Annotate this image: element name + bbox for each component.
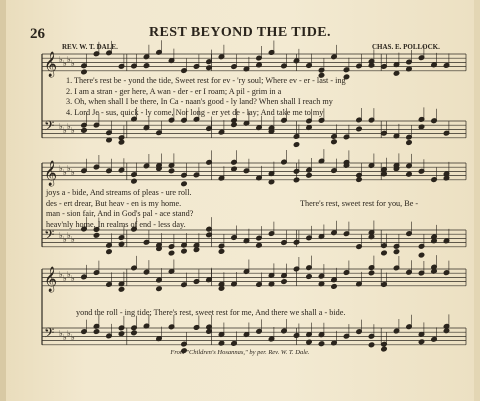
notehead — [393, 249, 399, 255]
notehead — [306, 274, 312, 280]
bass-clef-icon: 𝄢 — [44, 227, 55, 246]
notehead — [406, 171, 412, 177]
verse-line: joys a - bide, And streams of pleas - ure roll. — [46, 188, 192, 197]
flat-icon: ♭ — [67, 231, 71, 240]
verses-second-system — [46, 188, 193, 230]
flat-icon: ♭ — [59, 270, 63, 279]
treble-clef-icon: 𝄞 — [44, 161, 58, 186]
notehead — [181, 248, 187, 254]
flat-icon: ♭ — [63, 59, 67, 68]
notehead — [118, 331, 124, 337]
flat-icon: ♭ — [59, 55, 63, 64]
notehead — [218, 249, 224, 255]
notehead — [306, 172, 312, 178]
flat-icon: ♭ — [71, 126, 75, 135]
notehead — [318, 341, 324, 347]
flat-icon: ♭ — [59, 164, 63, 173]
notehead — [381, 250, 387, 256]
notehead — [93, 233, 99, 239]
flat-icon: ♭ — [63, 168, 67, 177]
verse-line: 4. Lord Je - sus, quick - ly come, Nor long - er yet de - lay; And take me to my — [66, 107, 324, 117]
notehead — [131, 330, 137, 336]
notehead — [206, 232, 212, 238]
treble-clef-icon: 𝄞 — [44, 52, 58, 77]
notehead — [81, 128, 87, 134]
flat-icon: ♭ — [63, 126, 67, 135]
notehead — [118, 287, 124, 293]
flat-icon: ♭ — [67, 329, 71, 338]
flat-icon: ♭ — [67, 55, 71, 64]
flat-icon: ♭ — [59, 122, 63, 131]
notehead — [206, 65, 212, 71]
notehead — [256, 243, 262, 249]
notehead — [143, 63, 149, 69]
flat-icon: ♭ — [71, 59, 75, 68]
notehead — [418, 339, 424, 345]
notehead — [193, 247, 199, 253]
notehead — [331, 284, 337, 290]
bass-clef-icon: 𝄢 — [44, 325, 55, 344]
notehead — [418, 252, 424, 258]
notehead — [206, 329, 212, 335]
notehead — [131, 178, 137, 184]
verse-line: 1. There's rest be - yond the tide, Sweet rest for ev - 'ry soul; Where ev - er - last - ing — [66, 76, 346, 85]
notehead — [368, 342, 374, 348]
flat-icon: ♭ — [67, 164, 71, 173]
notehead — [231, 122, 237, 128]
notehead — [81, 69, 87, 75]
song-title: REST BEYOND THE TIDE. — [149, 25, 331, 40]
lyricist-credit: REV. W. T. DALE. — [62, 43, 118, 51]
bass-clef-icon: 𝄢 — [44, 118, 55, 137]
verse-line: heav'nly home, In realms of end - less day. — [46, 219, 186, 229]
flat-icon: ♭ — [71, 235, 75, 244]
flat-icon: ♭ — [59, 329, 63, 338]
notehead — [181, 181, 187, 187]
notehead — [356, 126, 362, 132]
page-edge — [474, 0, 480, 401]
page-number: 26 — [30, 26, 45, 42]
flat-icon: ♭ — [59, 231, 63, 240]
flat-icon: ♭ — [71, 274, 75, 283]
notehead — [368, 270, 374, 276]
notehead — [93, 329, 99, 335]
flat-icon: ♭ — [63, 235, 67, 244]
verse-line: man - sion fair, And in God's pal - ace stand? — [46, 209, 194, 218]
notehead — [168, 250, 174, 256]
notehead — [393, 71, 399, 77]
notehead — [156, 286, 162, 292]
flat-icon: ♭ — [67, 270, 71, 279]
notehead — [306, 339, 312, 345]
flat-icon: ♭ — [71, 168, 75, 177]
notehead — [281, 279, 287, 285]
flat-icon: ♭ — [63, 333, 67, 342]
notehead — [293, 142, 299, 148]
verse-line: des - ert drear, But heav - en is my home. — [46, 198, 182, 208]
notehead — [356, 177, 362, 183]
verses-first-system — [66, 76, 346, 118]
notehead — [168, 168, 174, 174]
chorus-lyric-end: yond the roll - ing tide; There's rest, sweet rest for me, And there we shall a - bide. — [76, 308, 346, 317]
flat-icon: ♭ — [71, 333, 75, 342]
notehead — [331, 139, 337, 145]
verse-line: 2. I am a stran - ger here, A wan - der - er I roam; A pil - grim in a — [66, 86, 282, 96]
chorus-lyric-start: There's rest, sweet rest for you, Be - — [300, 199, 419, 208]
treble-clef-icon: 𝄞 — [44, 267, 58, 292]
notehead — [293, 177, 299, 183]
composer-credit: CHAS. E. POLLOCK. — [372, 43, 440, 51]
source-credit: From "Children's Hosannas," by per. Rev. W. T. Dale. — [170, 349, 310, 356]
verse-line: 3. Oh, when shall I be there, In Ca - naan's good - ly land? When shall I reach my — [66, 97, 333, 106]
notehead — [118, 241, 124, 247]
page-edge — [0, 0, 6, 401]
flat-icon: ♭ — [63, 274, 67, 283]
notehead — [106, 249, 112, 255]
notehead — [406, 140, 412, 146]
flat-icon: ♭ — [67, 122, 71, 131]
notehead — [118, 139, 124, 145]
notehead — [443, 328, 449, 334]
